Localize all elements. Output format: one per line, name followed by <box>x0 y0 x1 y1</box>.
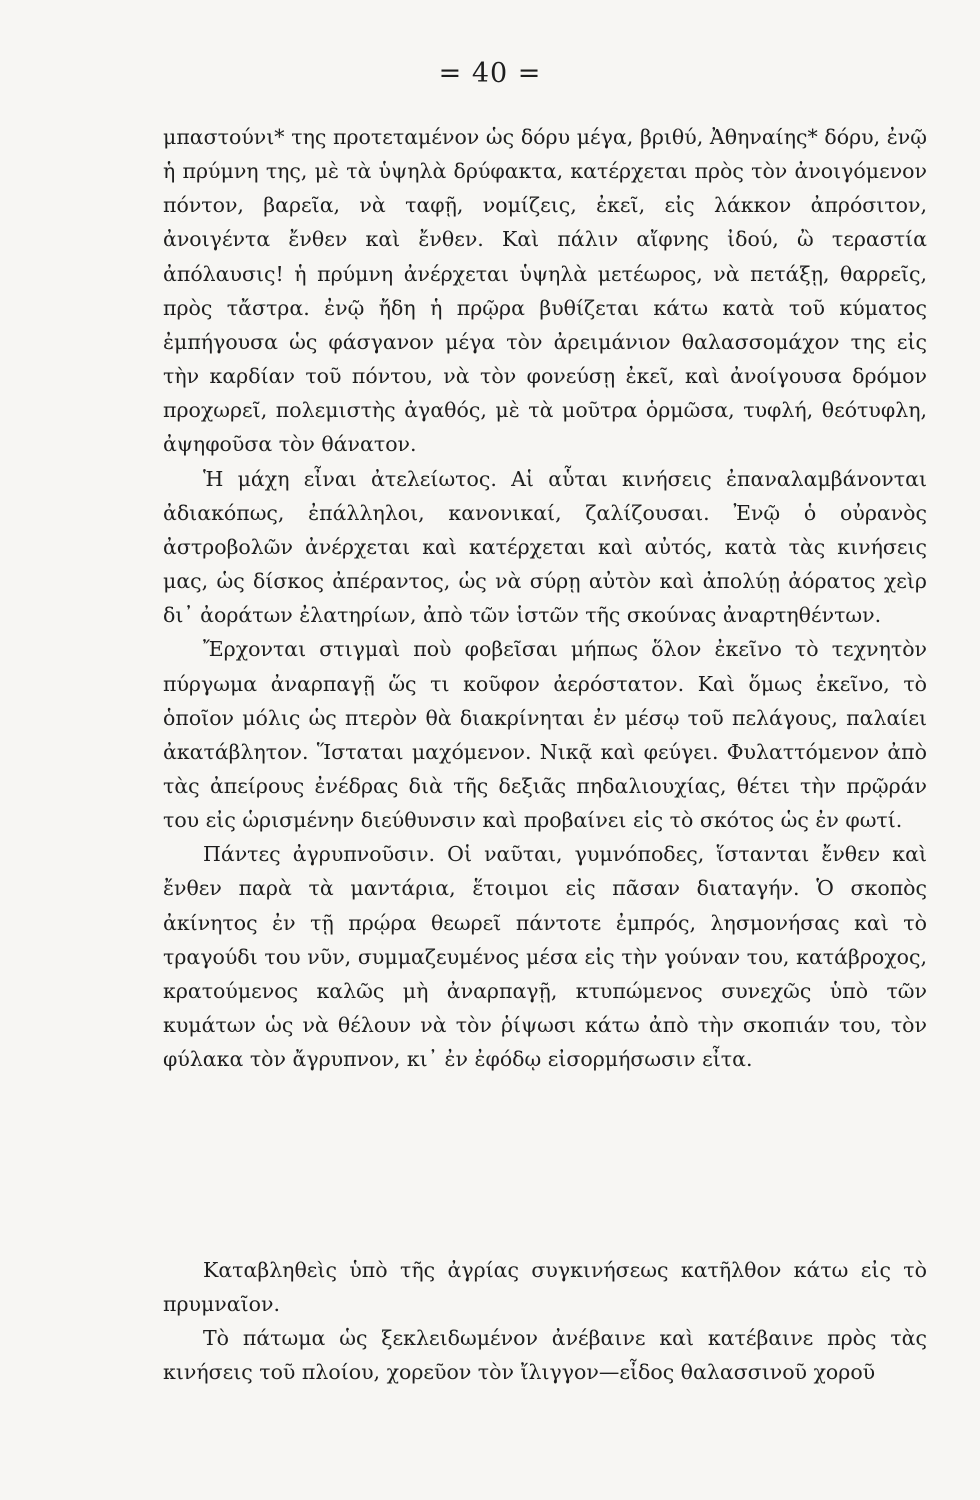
paragraph-1: μπαστούνι* της προτεταμένον ὡς δόρυ μέγα, βριθύ, Ἀθηναίης* δόρυ, ἐνῷ ἡ πρύμνη της, μὲ τὰ ὑψηλὰ δρύφακτα, κατέρχεται πρὸς τὸν ἀνοιγόμενον πόντον, βαρεῖα, νὰ ταφῇ, νομίζεις, ἐκεῖ, εἰς λάκκον ἀπρόσιτον, ἀνοιγέντα ἔνθεν καὶ ἔνθεν. Καὶ πάλιν αἴφνης ἰδού, ὢ τεραστία ἀπόλαυσις! ἡ πρύμνη ἀνέρχεται ὑψηλὰ μετέωρος, νὰ πετάξῃ, θαρρεῖς, πρὸς τἄστρα. ἐνῷ ἤδη ἡ πρῷρα βυθίζεται κάτω κατὰ τοῦ κύματος ἐμπήγουσα ὡς φάσγανον μέγα τὸν ἀρειμάνιον θαλασσομάχον της εἰς τὴν καρδίαν τοῦ πόντου, νὰ τὸν φονεύσῃ ἐκεῖ, καὶ ἀνοίγουσα δρόμον προχωρεῖ, πολεμιστὴς ἀγαθός, μὲ τὰ μοῦτρα ὁρμῶσα, τυφλή, θεότυφλη, ἀψηφοῦσα τὸν θάνατον. <box>163 125 927 457</box>
text-block-lower <box>163 1253 927 1390</box>
paragraph-3: Ἔρχονται στιγμαὶ ποὺ φοβεῖσαι μήπως ὅλον ἐκεῖνο τὸ τεχνητὸν πύργωμα ἀναρπαγῇ ὥς τι κοῦφον ἀερόστατον. Καὶ ὅμως ἐκεῖνο, τὸ ὁποῖον μόλις ὡς πτερὸν θὰ διακρίνηται ἐν μέσῳ τοῦ πελάγους, παλαίει ἀκατάβλητον. Ἵσταται μαχόμενον. Νικᾷ καὶ φεύγει. Φυλαττόμενον ἀπὸ τὰς ἀπείρους ἐνέδρας διὰ τῆς δεξιᾶς πηδαλιουχίας, θέτει τὴν πρῷράν του εἰς ὡρισμένην διεύθυνσιν καὶ προβαίνει εἰς τὸ σκότος ὡς ἐν φωτί. <box>163 637 927 833</box>
page-number: = 40 = <box>438 58 542 89</box>
text-block-upper <box>163 120 927 1076</box>
paragraph-6: Τὸ πάτωμα ὡς ξεκλειδωμένον ἀνέβαινε καὶ κατέβαινε πρὸς τὰς κινήσεις τοῦ πλοίου, χορεῦον τὸν ἴλιγγον—εἶδος θαλασσινοῦ χοροῦ <box>163 1326 927 1385</box>
paragraph-5: Καταβληθεὶς ὑπὸ τῆς ἀγρίας συγκινήσεως κατῆλθον κάτω εἰς τὸ πρυμναῖον. <box>163 1258 927 1317</box>
paragraph-2: Ἡ μάχη εἶναι ἀτελείωτος. Αἱ αὗται κινήσεις ἐπαναλαμβάνονται ἀδιακόπως, ἐπάλληλοι, κανονικαί, ζαλίζουσαι. Ἐνῷ ὁ οὐρανὸς ἀστροβολῶν ἀνέρχεται καὶ κατέρχεται καὶ αὐτός, κατὰ τὰς κινήσεις μας, ὡς δίσκος ἀπέραντος, ὡς νὰ σύρῃ αὐτὸν καὶ ἀπολύῃ ἀόρατος χεὶρ δι᾽ ἀοράτων ἐλατηρίων, ἀπὸ τῶν ἱστῶν τῆς σκούνας ἀναρτηθέντων. <box>163 466 927 628</box>
paragraph-4: Πάντες ἀγρυπνοῦσιν. Οἱ ναῦται, γυμνόποδες, ἵστανται ἔνθεν καὶ ἔνθεν παρὰ τὰ μαντάρια, ἕτοιμοι εἰς πᾶσαν διαταγήν. Ὁ σκοπὸς ἀκίνητος ἐν τῇ πρῴρα θεωρεῖ πάντοτε ἐμπρός, λησμονήσας καὶ τὸ τραγούδι του νῦν, συμμαζευμένος μέσα εἰς τὴν γούναν του, κατάβροχος, κρατούμενος καλῶς μὴ ἀναρπαγῇ, κτυπώμενος συνεχῶς ὑπὸ τῶν κυμάτων ὡς νὰ θέλουν νὰ τὸν ῥίψωσι κάτω ἀπὸ τὴν σκοπιάν του, τὸν φύλακα τὸν ἄγρυπνον, κι᾽ ἐν ἐφόδῳ εἰσορμήσωσιν εἶτα. <box>163 842 927 1072</box>
